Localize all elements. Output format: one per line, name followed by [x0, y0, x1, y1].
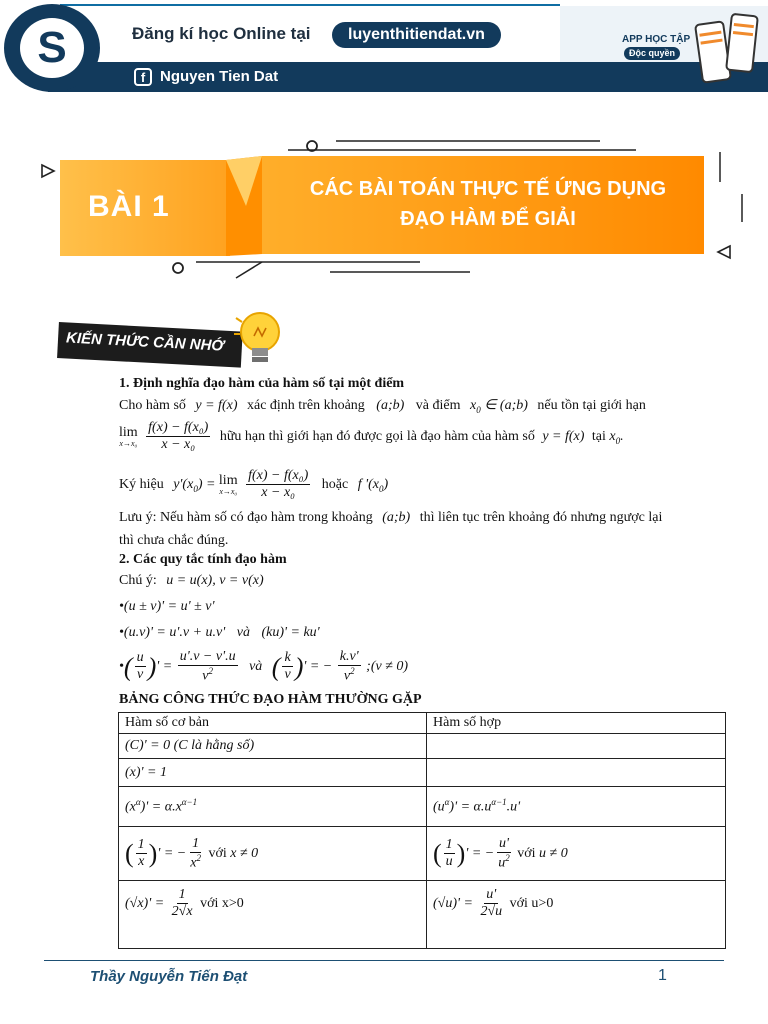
- footer-author: Thầy Nguyễn Tiến Đạt: [90, 968, 248, 985]
- footer-divider: [44, 960, 724, 961]
- app-promo-badge: Độc quyền: [624, 47, 680, 60]
- notation-line: Ký hiệu $y'(x_0)$ = lim x→x₀ $\frac{\text{f(x) − f(x₀)}}{\text{x − x₀}}$ hoặc f '$(x_0)$: [119, 468, 389, 501]
- section-label: [57, 322, 243, 368]
- facebook-name[interactable]: Nguyen Tien Dat: [160, 68, 279, 85]
- table-row: ( $\frac{1}{x}$ )' = − $\frac{1}{x^2}$ với x ≠ 0 ( $\frac{1}{u}$ )' = − $\frac{u'}{u^2}$ với u ≠ 0: [119, 827, 726, 881]
- promo-text: Đăng kí học Online tại: [132, 24, 311, 43]
- header-bottom-band: [48, 62, 768, 92]
- table-header-row: [119, 713, 726, 734]
- table-row: $(x^\alpha)' = \alpha.x^{\alpha-1}$ $(u^\alpha)' = \alpha.u^{\alpha-1}.u'$: [119, 787, 726, 827]
- column-header-composite: Hàm số hợp: [427, 713, 726, 734]
- rule-quotient: •( $\frac{u}{v}$ )' = $\frac{u'.v - v'.u}{v^2}$ và ( $\frac{k}{v}$ )' = − $\frac{k.v'}{v^2}$ ;(v ≠ 0): [119, 649, 409, 684]
- lesson-title-line2: ĐẠO HÀM ĐỂ GIẢI: [400, 208, 576, 230]
- derivative-table: [118, 712, 726, 949]
- page-number: 1: [658, 967, 667, 984]
- definition-paragraph-2: lim x→x₀ $\frac{\text{f(x) − f(x₀)}}{\text{x − x₀}}$ hữu hạn thì giới hạn đó được gọi là đạo hàm của hàm số y = f(x) tại $x_0$.: [119, 420, 624, 453]
- page-header: [0, 0, 768, 96]
- rule-product: •(u.v)' = u'.v + u.v' và (ku)' = ku': [119, 625, 320, 640]
- site-link[interactable]: luyenthitiendat.vn: [332, 22, 501, 48]
- heading-definition: 1. Định nghĩa đạo hàm của hàm số tại một điểm: [119, 376, 405, 391]
- facebook-icon[interactable]: f: [134, 68, 152, 86]
- table-row: (x)' = 1: [119, 759, 726, 787]
- banner-fold: [226, 156, 266, 256]
- section-label-text: KIẾN THỨC CẦN NHỚ: [65, 329, 225, 355]
- lesson-title-line1: CÁC BÀI TOÁN THỰC TẾ ỨNG DỤNG: [309, 178, 667, 200]
- definition-paragraph-1: Cho hàm số y = f(x) xác định trên khoảng (a;b) và điểm $x_0$ ∈ (a;b) nếu tồn tại giới hạn: [119, 398, 646, 415]
- table-row: (C)' = 0 (C là hằng số): [119, 734, 726, 759]
- lesson-number: BÀI 1: [88, 190, 170, 223]
- app-promo-title: APP HỌC TẬP: [622, 34, 691, 45]
- note-line-1: Lưu ý: Nếu hàm số có đạo hàm trong khoảng (a;b) thì liên tục trên khoảng đó nhưng ngược lại: [119, 510, 663, 525]
- difference-quotient: $\frac{\text{f(x) − f(x₀)}}{\text{x − x₀}}$: [148, 420, 209, 453]
- heading-rules: 2. Các quy tắc tính đạo hàm: [119, 552, 287, 567]
- column-header-basic: Hàm số cơ bản: [119, 713, 427, 734]
- table-title: BẢNG CÔNG THỨC ĐẠO HÀM THƯỜNG GẶP: [119, 692, 422, 707]
- lightbulb-icon: [230, 308, 286, 372]
- banner-title-panel: [262, 156, 704, 254]
- s-logo-icon: S: [4, 4, 100, 92]
- header-accent-line: [60, 4, 560, 6]
- table-row: (√x)' = $\frac{1}{2√x}$ với x>0 (√u)' = $\frac{u'}{2√u}$ với u>0: [119, 881, 726, 949]
- rule-sum: •(u ± v)' = u' ± v': [119, 599, 215, 614]
- note-line-2: thì chưa chắc đúng.: [119, 533, 229, 548]
- rules-note: Chú ý: u = u(x), v = v(x): [119, 573, 264, 588]
